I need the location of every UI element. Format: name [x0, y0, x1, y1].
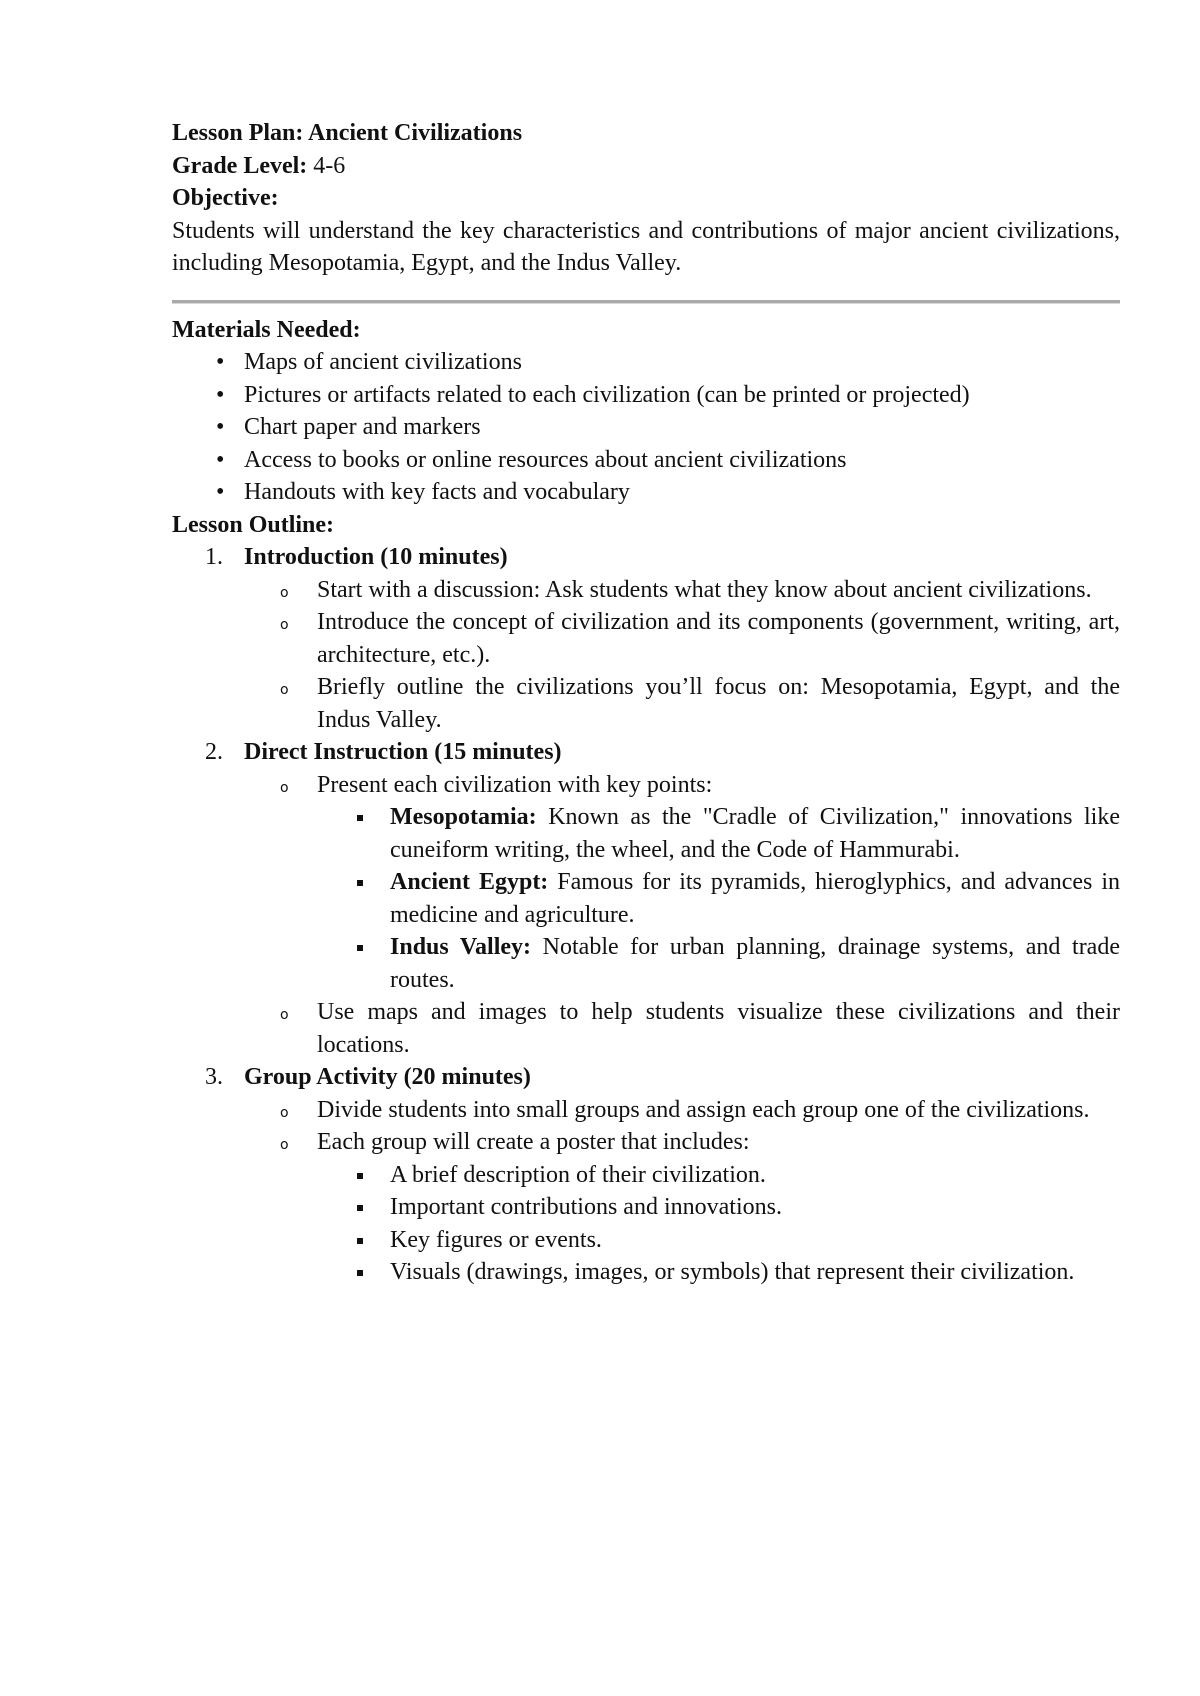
bullet-icon: • [216, 349, 225, 375]
circle-bullet-icon: o [280, 584, 289, 601]
section-title: Direct Instruction (15 minutes) [244, 739, 562, 765]
section-number: 2. [205, 739, 223, 765]
list-item: A brief description of their civilization. [317, 1159, 1120, 1192]
section-number: 1. [205, 544, 223, 570]
materials-list [172, 346, 1120, 509]
list-item: Important contributions and innovations. [317, 1191, 1120, 1224]
square-bullet-icon [357, 1205, 363, 1211]
lesson-outline-list [172, 541, 1120, 1289]
list-item: Visuals (drawings, images, or symbols) that represent their civilization. [317, 1256, 1120, 1289]
list-item: • Pictures or artifacts related to each civilization (can be printed or projected) [172, 379, 1120, 412]
horizontal-divider [172, 300, 1120, 304]
list-item: o Introduce the concept of civilization and its components (government, writing, art, architecture, etc.). [280, 609, 1120, 668]
section-title: Introduction (10 minutes) [244, 544, 508, 570]
objective-text: Students will understand the key characteristics and contributions of major ancient civilizations, including Mesopotamia, Egypt, and the Indus Valley. [172, 217, 1120, 276]
key-point-indus-valley: Indus Valley: Notable for urban planning, drainage systems, and trade routes. [317, 931, 1120, 996]
list-item: • Access to books or online resources about ancient civilizations [172, 444, 1120, 477]
sub-list [244, 574, 1120, 737]
sub-list [244, 1094, 1120, 1289]
list-item: • Maps of ancient civilizations [172, 346, 1120, 379]
list-item: o Start with a discussion: Ask students what they know about ancient civilizations. [244, 574, 1120, 607]
circle-bullet-icon: o [280, 617, 289, 633]
bullet-icon: • [216, 479, 225, 505]
section-number: 3. [205, 1064, 223, 1090]
bullet-icon: • [216, 381, 225, 408]
title-line [172, 117, 1120, 150]
objective-label: Objective: [172, 185, 279, 211]
circle-bullet-icon: o [280, 1137, 289, 1153]
circle-bullet-icon: o [280, 1104, 289, 1121]
objective-heading [172, 182, 1120, 215]
section-title: Group Activity (20 minutes) [244, 1064, 531, 1090]
list-item: • Chart paper and markers [172, 411, 1120, 444]
square-bullet-icon [357, 880, 363, 886]
outline-section-group-activity [172, 1061, 1120, 1289]
document-page [172, 117, 1120, 1289]
circle-bullet-icon: o [280, 779, 289, 796]
circle-bullet-icon: o [280, 1007, 289, 1023]
bullet-icon: • [216, 414, 225, 440]
key-point-mesopotamia: Mesopotamia: Known as the "Cradle of Civilization," innovations like cuneiform writing, the wheel, and the Code of Hammurabi. [317, 801, 1120, 866]
outline-section-direct-instruction [172, 736, 1120, 1061]
sub-list [244, 769, 1120, 1062]
grade-level-value: 4-6 [307, 152, 346, 179]
square-bullet-icon [357, 1270, 363, 1276]
outline-heading: Lesson Outline: [172, 511, 335, 538]
list-item: o Use maps and images to help students visualize these civilizations and their locations. [280, 999, 1120, 1058]
circle-bullet-icon: o [280, 682, 289, 698]
poster-items-list [317, 1159, 1120, 1289]
bullet-icon: • [216, 446, 225, 473]
list-item: o Divide students into small groups and assign each group one of the civilizations. [244, 1094, 1120, 1127]
list-item: o Briefly outline the civilizations you’ll focus on: Mesopotamia, Egypt, and the Indus Valley. [280, 674, 1120, 733]
key-points-list [317, 801, 1120, 996]
grade-level-label: Grade Level: [172, 152, 308, 179]
square-bullet-icon [357, 945, 363, 951]
list-item: o Each group will create a poster that includes: A brief description of their civilization. Important contributions and innovations. Key figures or events. Visuals (drawings, images, or symbols) that represent their civilization. [244, 1126, 1120, 1289]
grade-level-line [172, 150, 1120, 183]
key-point-egypt: Ancient Egypt: Famous for its pyramids, hieroglyphics, and advances in medicine and agriculture. [317, 866, 1120, 931]
square-bullet-icon [357, 815, 363, 821]
square-bullet-icon [357, 1238, 363, 1244]
square-bullet-icon [357, 1173, 363, 1179]
outline-section-introduction [172, 541, 1120, 736]
materials-heading: Materials Needed: [172, 316, 361, 343]
list-item: Key figures or events. [317, 1224, 1120, 1257]
lesson-title: Lesson Plan: Ancient Civilizations [172, 120, 523, 146]
list-item: o Present each civilization with key points: Mesopotamia: Known as the "Cradle of Civilization," innovations like cuneiform writing, the wheel, and the Code of Hammurabi. Ancient Egypt: Famous for its pyramids, hieroglyphics, and advances in medicine and agriculture. Indus Valley: Notable for urban planning, drainage systems, and trade routes. [244, 769, 1120, 997]
list-item: • Handouts with key facts and vocabulary [172, 476, 1120, 509]
